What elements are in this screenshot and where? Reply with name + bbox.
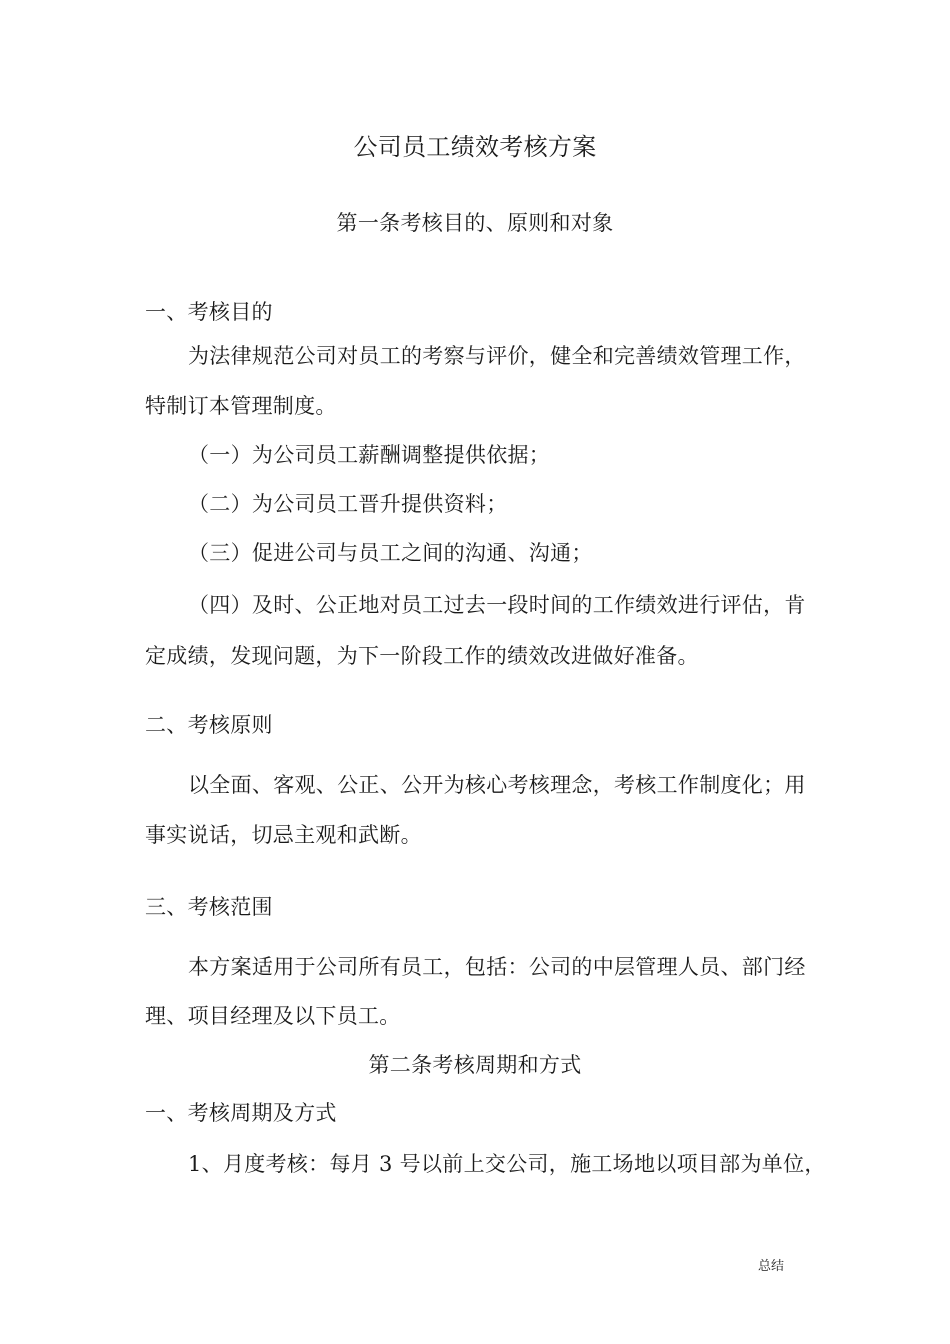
section1-item4-line1: （四）及时、公正地对员工过去一段时间的工作绩效进行评估，肯 [188, 593, 806, 617]
section3-paragraph-line2: 理、项目经理及以下员工。 [145, 1004, 401, 1028]
section2-paragraph-line1: 以全面、客观、公正、公开为核心考核理念，考核工作制度化；用 [188, 773, 806, 797]
section4-heading: 一、考核周期及方式 [145, 1101, 337, 1125]
section3-heading: 三、考核范围 [145, 895, 273, 919]
section3-paragraph-line1: 本方案适用于公司所有员工，包括：公司的中层管理人员、部门经 [188, 955, 806, 979]
section2-heading: 二、考核原则 [145, 713, 273, 737]
article1-heading: 第一条考核目的、原则和对象 [336, 211, 614, 235]
section1-paragraph-line2: 特制订本管理制度。 [145, 394, 337, 418]
section1-item4-line2: 定成绩，发现问题，为下一阶段工作的绩效改进做好准备。 [145, 644, 699, 668]
section1-heading: 一、考核目的 [145, 300, 273, 324]
section1-item1: （一）为公司员工薪酬调整提供依据； [188, 443, 551, 467]
section1-item3: （三）促进公司与员工之间的沟通、沟通； [188, 541, 593, 565]
section4-paragraph-line1: 1、月度考核：每月 3 号以前上交公司，施工场地以项目部为单位， [188, 1152, 826, 1176]
document-title: 公司员工绩效考核方案 [353, 133, 597, 161]
section1-item2: （二）为公司员工晋升提供资料； [188, 492, 508, 516]
page-footer: 总结 [758, 1259, 785, 1274]
article2-heading: 第二条考核周期和方式 [368, 1053, 582, 1077]
section2-paragraph-line2: 事实说话，切忌主观和武断。 [145, 823, 422, 847]
section1-paragraph-line1: 为法律规范公司对员工的考察与评价，健全和完善绩效管理工作， [188, 344, 806, 368]
